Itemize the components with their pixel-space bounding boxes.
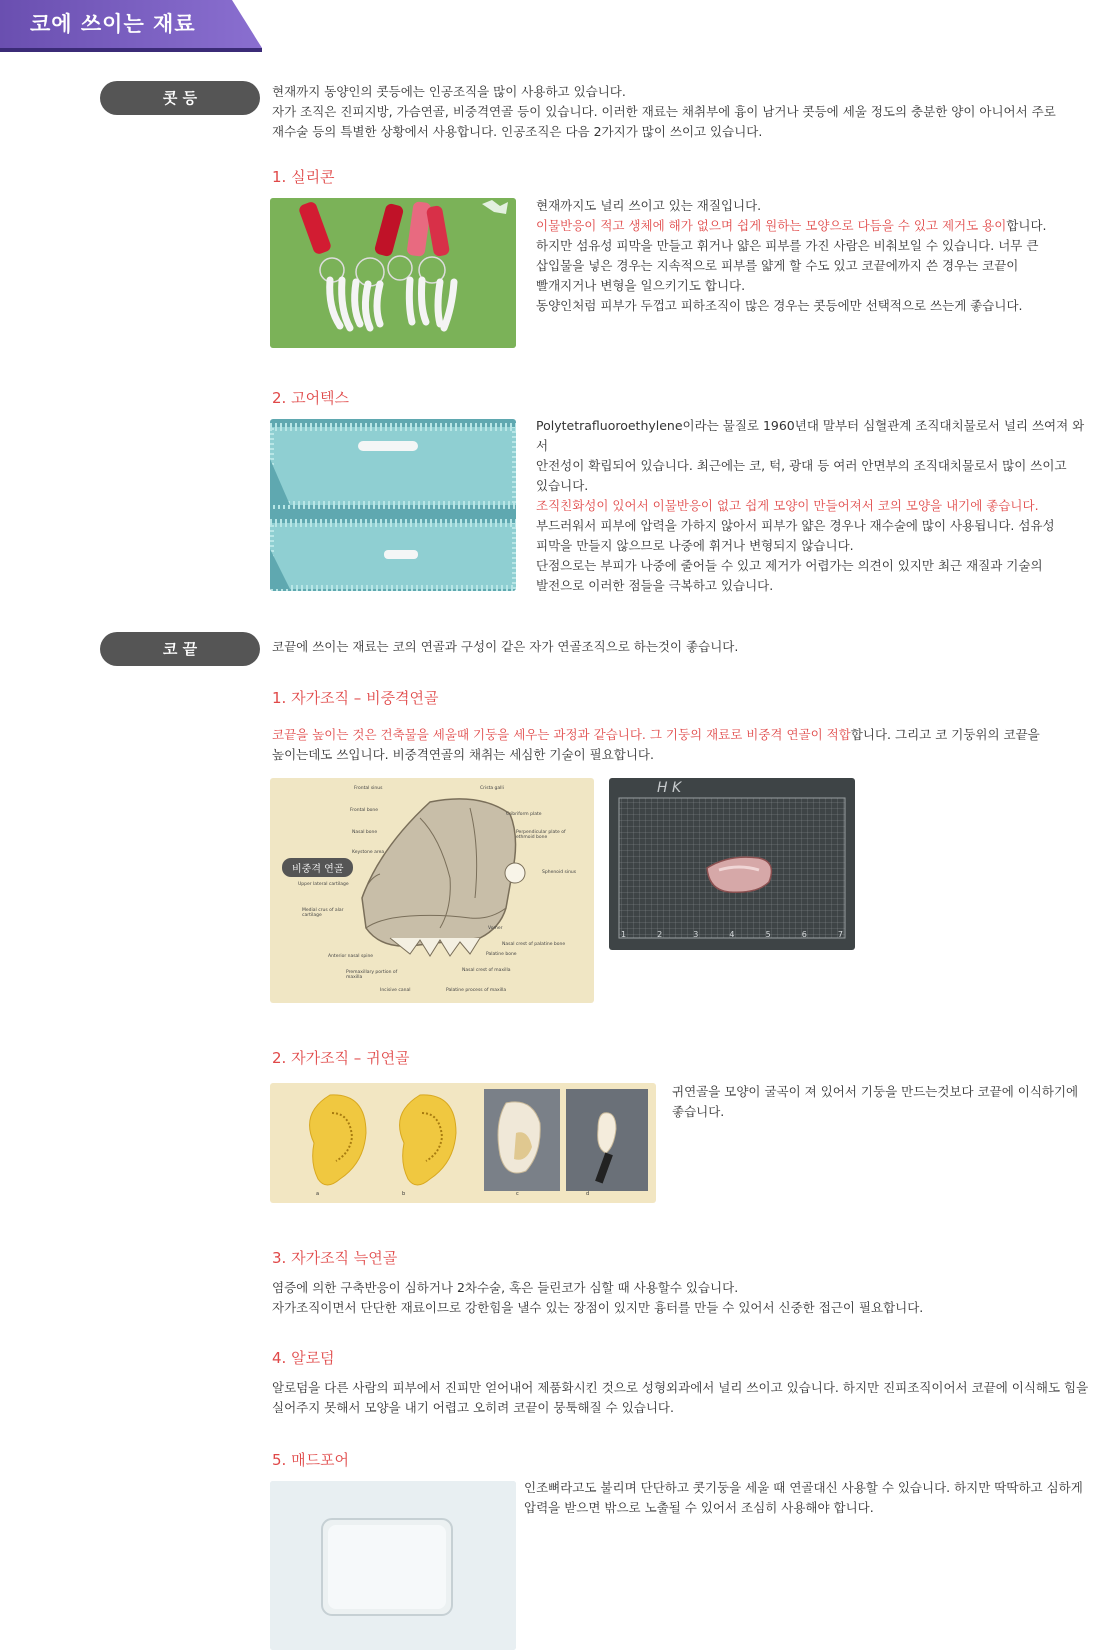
text-line: 실어주지 못해서 모양을 내기 어렵고 오히려 코끝이 뭉툭해질 수 있습니다. <box>272 1400 674 1415</box>
highlight-text: 이물반응이 적고 생체에 해가 없으며 쉽게 원하는 모양으로 다듬을 수 있고 제거도 용이 <box>536 218 1007 233</box>
panel-letter: a <box>316 1191 320 1197</box>
section2-intro: 코끝에 쓰이는 재료는 코의 연골과 구성이 같은 자가 연골조직으로 하는것이 좋습니다. <box>272 639 739 654</box>
text-line: 인조뼈라고도 불리며 단단하고 콧기둥을 세울 때 연골대신 사용할 수 있습니다. 하지만 딱딱하고 심하게 <box>524 1480 1083 1495</box>
ruler-number: 2 <box>657 930 663 939</box>
ear-description <box>672 1082 1092 1122</box>
panel-letter: d <box>586 1191 590 1197</box>
intro-line: 현재까지 동양인의 콧등에는 인공조직을 많이 사용하고 있습니다. <box>272 84 626 99</box>
heading-goretex: 2. 고어텍스 <box>272 389 350 407</box>
text-line: Polytetrafluoroethylene이라는 물질로 1960년대 말부터 심혈관계 조직대치물로서 널리 쓰여져 와서 <box>536 418 1085 453</box>
text-line: 피막을 만들지 않으므로 나중에 휘거나 변형되지 않습니다. <box>536 538 854 553</box>
diagram-label: Palatine process of maxilla <box>446 988 507 993</box>
diagram-label: Incisive canal <box>380 988 411 993</box>
text-line: 염증에 의한 구축반응이 심하거나 2차수술, 혹은 들린코가 심할 때 사용할수 있습니다. <box>272 1280 739 1295</box>
text-line: 동양인처럼 피부가 두껍고 피하조직이 많은 경우는 콧등에만 선택적으로 쓰는게 좋습니다. <box>536 298 1023 313</box>
section1-intro <box>272 82 1072 142</box>
text-line: 안전성이 확립되어 있습니다. 최근에는 코, 턱, 광대 등 여러 안면부의 조직대치물로서 많이 쓰이고 <box>536 458 1067 473</box>
highlight-text: 조직친화성이 있어서 이물반응이 없고 쉽게 모양이 만들어져서 코의 모양을 내기에 좋습니다. <box>536 498 1039 513</box>
ruler-number: 7 <box>837 930 843 939</box>
text-fragment: 합니다. <box>1006 218 1047 233</box>
septal-cartilage-photo <box>609 778 855 950</box>
silicone-description <box>536 196 1076 316</box>
diagram-label: Nasal bone <box>352 830 378 835</box>
text-line: 있습니다. <box>536 478 589 493</box>
diagram-label: Premaxillary portion of maxilla <box>346 970 398 980</box>
diagram-label: Palatine bone <box>486 952 517 957</box>
text-line: 발전으로 이러한 점들을 극복하고 있습니다. <box>536 578 774 593</box>
diagram-label: Medial crus of alar cartilage <box>302 908 344 918</box>
page-title: 코에 쓰이는 재료 <box>30 12 196 36</box>
diagram-label: Upper lateral cartilage <box>298 882 349 887</box>
text-fragment: 합니다. 그리고 코 기둥위의 코끝을 <box>850 727 1040 742</box>
septal-description <box>272 725 1072 765</box>
septal-cartilage-tag: 비중격 연골 <box>282 858 353 877</box>
section-pill-nose-bridge: 콧 등 <box>100 81 260 115</box>
text-line: 귀연골을 모양이 굴곡이 져 있어서 기둥을 만드는것보다 코끝에 이식하기에 <box>672 1084 1079 1099</box>
diagram-label: Nasal crest of maxilla <box>462 968 511 973</box>
medpor-description <box>524 1478 1090 1518</box>
alloderm-description <box>272 1378 1098 1418</box>
text-line: 자가조직이면서 단단한 재료이므로 강한힘을 낼수 있는 장점이 있지만 흉터를 만들 수 있어서 신중한 접근이 필요합니다. <box>272 1300 924 1315</box>
diagram-label: Vomer <box>488 926 503 931</box>
text-line: 알로덤을 다른 사람의 피부에서 진피만 얻어내어 제품화시킨 것으로 성형외과에서 널리 쓰이고 있습니다. 하지만 진피조직이어서 코끝에 이식해도 힘을 <box>272 1380 1089 1395</box>
diagram-label: Crista galli <box>480 786 504 791</box>
silicone-implants-image <box>270 198 516 348</box>
ruler-letters: H K <box>657 780 682 796</box>
ruler-number: 4 <box>729 930 735 939</box>
diagram-label: Frontal sinus <box>354 786 383 791</box>
ruler-number: 5 <box>765 930 771 939</box>
diagram-label: Cribriform plate <box>506 812 542 817</box>
text-line: 삽입물을 넣은 경우는 지속적으로 피부를 얇게 할 수도 있고 코끝에까지 쓴 경우는 코끝이 <box>536 258 1019 273</box>
ruler-number: 1 <box>621 930 627 939</box>
text-line: 현재까지도 널리 쓰이고 있는 재질입니다. <box>536 198 762 213</box>
heading-alloderm: 4. 알로덤 <box>272 1349 335 1367</box>
highlight-text: 코끝을 높이는 것은 건축물을 세울때 기둥을 세우는 과정과 같습니다. 그 기둥의 재료로 비중격 연골이 적합 <box>272 727 851 742</box>
panel-letter: b <box>402 1191 406 1197</box>
intro-line: 자가 조직은 진피지방, 가슴연골, 비중격연골 등이 있습니다. 이러한 재료는 채취부에 흉이 남거나 콧등에 세울 정도의 충분한 양이 아니어서 주로 <box>272 104 1056 119</box>
text-line: 좋습니다. <box>672 1104 725 1119</box>
text-line: 높이는데도 쓰입니다. 비중격연골의 채취는 세심한 기술이 필요합니다. <box>272 747 654 762</box>
diagram-label: Keystone area <box>352 850 385 855</box>
intro-line: 재수술 등의 특별한 상황에서 사용합니다. 인공조직은 다음 2가지가 많이 쓰이고 있습니다. <box>272 124 763 139</box>
panel-letter: c <box>516 1191 519 1197</box>
goretex-description <box>536 416 1086 596</box>
heading-medpor: 5. 매드포어 <box>272 1451 350 1469</box>
section-pill-nose-tip: 코 끝 <box>100 632 260 666</box>
heading-silicone: 1. 실리콘 <box>272 168 335 186</box>
heading-septal-cartilage: 1. 자가조직 – 비중격연골 <box>272 689 439 707</box>
heading-ear-cartilage: 2. 자가조직 – 귀연골 <box>272 1049 410 1067</box>
text-line: 부드러워서 피부에 압력을 가하지 않아서 피부가 얇은 경우나 재수술에 많이 사용됩니다. 섬유성 <box>536 518 1055 533</box>
text-line: 압력을 받으면 밖으로 노출될 수 있어서 조심히 사용해야 합니다. <box>524 1500 874 1515</box>
ear-cartilage-image <box>270 1083 656 1203</box>
text-line: 빨개지거나 변형을 일으키기도 합니다. <box>536 278 746 293</box>
diagram-label: Perpendicular plate of ethmoid bone <box>516 830 566 840</box>
diagram-label: Nasal crest of palatine bone <box>502 942 566 947</box>
ruler-number: 3 <box>693 930 699 939</box>
diagram-label: Sphenoid sinus <box>542 870 577 875</box>
ruler-number: 6 <box>801 930 807 939</box>
heading-rib-cartilage: 3. 자가조직 늑연골 <box>272 1249 398 1267</box>
diagram-label: Anterior nasal spine <box>328 954 374 959</box>
diagram-label: Frontal bone <box>350 808 379 813</box>
medpor-implant-image <box>270 1481 516 1650</box>
nasal-anatomy-diagram <box>270 778 594 1003</box>
goretex-implants-image <box>270 419 516 591</box>
rib-description <box>272 1278 1092 1318</box>
text-line: 단점으로는 부피가 나중에 줄어들 수 있고 제거가 어렵가는 의견이 있지만 최근 재질과 기술의 <box>536 558 1043 573</box>
text-line: 하지만 섬유성 피막을 만들고 휘거나 얇은 피부를 가진 사람은 비춰보일 수 있습니다. 너무 큰 <box>536 238 1039 253</box>
